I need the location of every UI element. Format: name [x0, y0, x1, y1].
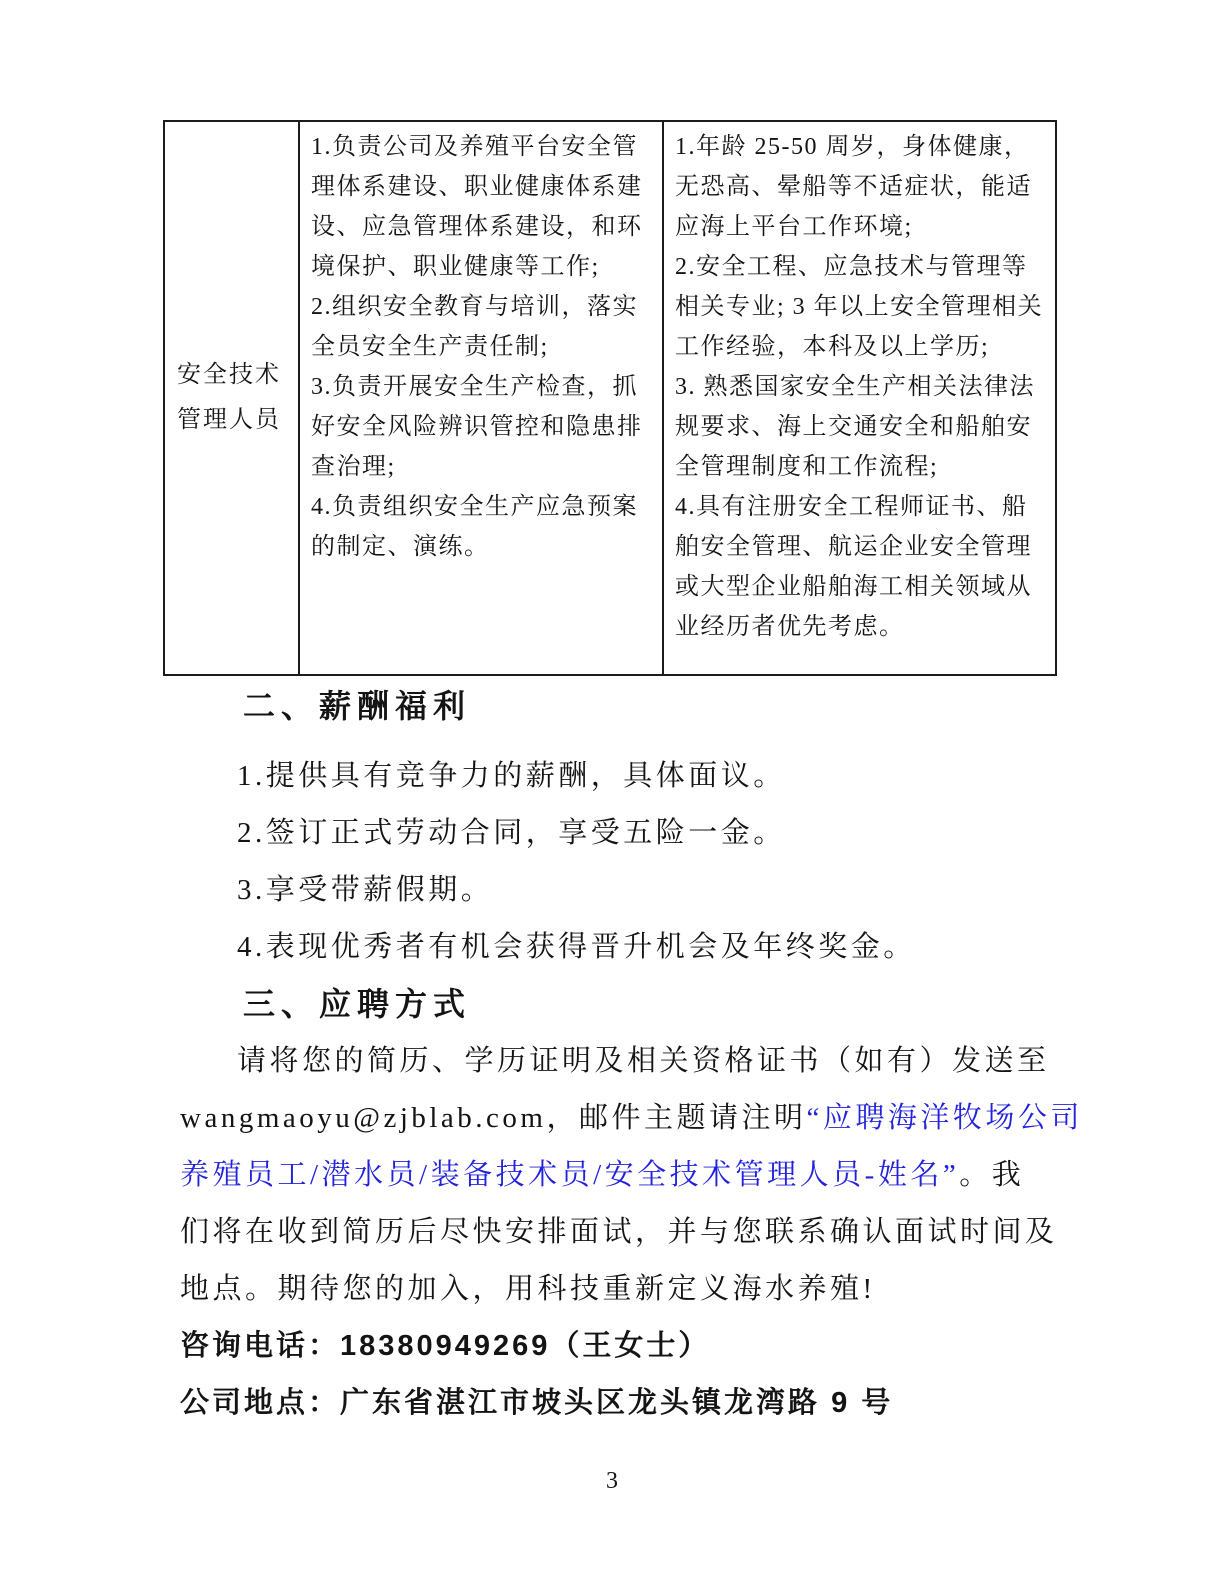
application-text: 。我 — [959, 1159, 1025, 1191]
email-text: wangmaoyu@zjblab.com — [180, 1102, 547, 1134]
application-subject-highlight: 养殖员工/潜水员/装备技术员/安全技术管理人员-姓名” — [180, 1159, 960, 1191]
address-label: 公司地点： — [180, 1387, 341, 1419]
phone-label: 咨询电话： — [180, 1330, 341, 1362]
apply-section-heading: 三、应聘方式 — [243, 986, 472, 1022]
salary-item: 1.提供具有竞争力的薪酬，具体面议。 — [237, 760, 786, 792]
application-line — [180, 1261, 1066, 1318]
page-number: 3 — [606, 1468, 618, 1494]
application-line — [180, 1147, 1066, 1204]
table-row — [164, 121, 1056, 675]
application-line — [180, 1033, 1066, 1090]
requirement-item: 1.年龄 25-50 周岁，身体健康，无恐高、晕船等不适症状，能适应海上平台工作环境; — [675, 134, 1032, 240]
address-value: 广东省湛江市坡头区龙头镇龙湾路 9 号 — [340, 1387, 894, 1419]
phone-number: 18380949269（王女士） — [340, 1330, 711, 1362]
duty-item: 3.负责开展安全生产检查，抓好安全风险辨识管控和隐患排查治理; — [311, 374, 643, 480]
application-subject-highlight: “应聘海洋牧场公司 — [806, 1102, 1083, 1134]
application-text: 请将您的简历、学历证明及相关资格证书（如有）发送至 — [237, 1045, 1050, 1077]
salary-item: 4.表现优秀者有机会获得晋升机会及年终奖金。 — [237, 931, 916, 963]
job-table — [163, 120, 1057, 676]
address-line — [180, 1375, 1066, 1432]
salary-section-heading: 二、薪酬福利 — [243, 688, 472, 724]
requirement-item: 2.安全工程、应急技术与管理等相关专业; 3 年以上安全管理相关工作经验，本科及以上学历; — [675, 254, 1044, 360]
position-line: 安全技术 — [177, 362, 281, 388]
requirement-item: 4.具有注册安全工程师证书、船舶安全管理、航运企业安全管理或大型企业船舶海工相关领域从业经历者优先考虑。 — [675, 494, 1032, 640]
duties-cell — [299, 121, 663, 675]
requirement-item: 3. 熟悉国家安全生产相关法律法规要求、海上交通安全和船舶安全管理制度和工作流程; — [675, 374, 1035, 480]
salary-item: 2.签订正式劳动合同，享受五险一金。 — [237, 817, 786, 849]
salary-items — [180, 748, 1066, 976]
requirements-cell — [663, 121, 1056, 675]
salary-item: 3.享受带薪假期。 — [237, 874, 494, 906]
application-line — [180, 1204, 1066, 1261]
position-cell — [164, 121, 299, 675]
duty-item: 1.负责公司及养殖平台安全管理体系建设、职业健康体系建设、应急管理体系建设，和环境保护、职业健康等工作; — [311, 134, 643, 280]
duty-item: 2.组织安全教育与培训，落实全员安全生产责任制; — [311, 294, 638, 360]
application-paragraph — [180, 1033, 1083, 1318]
application-line — [180, 1090, 1083, 1147]
position-line: 管理人员 — [177, 407, 281, 433]
duty-item: 4.负责组织安全生产应急预案的制定、演练。 — [311, 494, 638, 560]
application-text: 地点。期待您的加入，用科技重新定义海水养殖! — [180, 1273, 876, 1305]
phone-line — [180, 1318, 1066, 1375]
application-text: 们将在收到简历后尽快安排面试，并与您联系确认面试时间及 — [180, 1216, 1058, 1248]
application-text: ，邮件主题请注明 — [546, 1102, 807, 1134]
